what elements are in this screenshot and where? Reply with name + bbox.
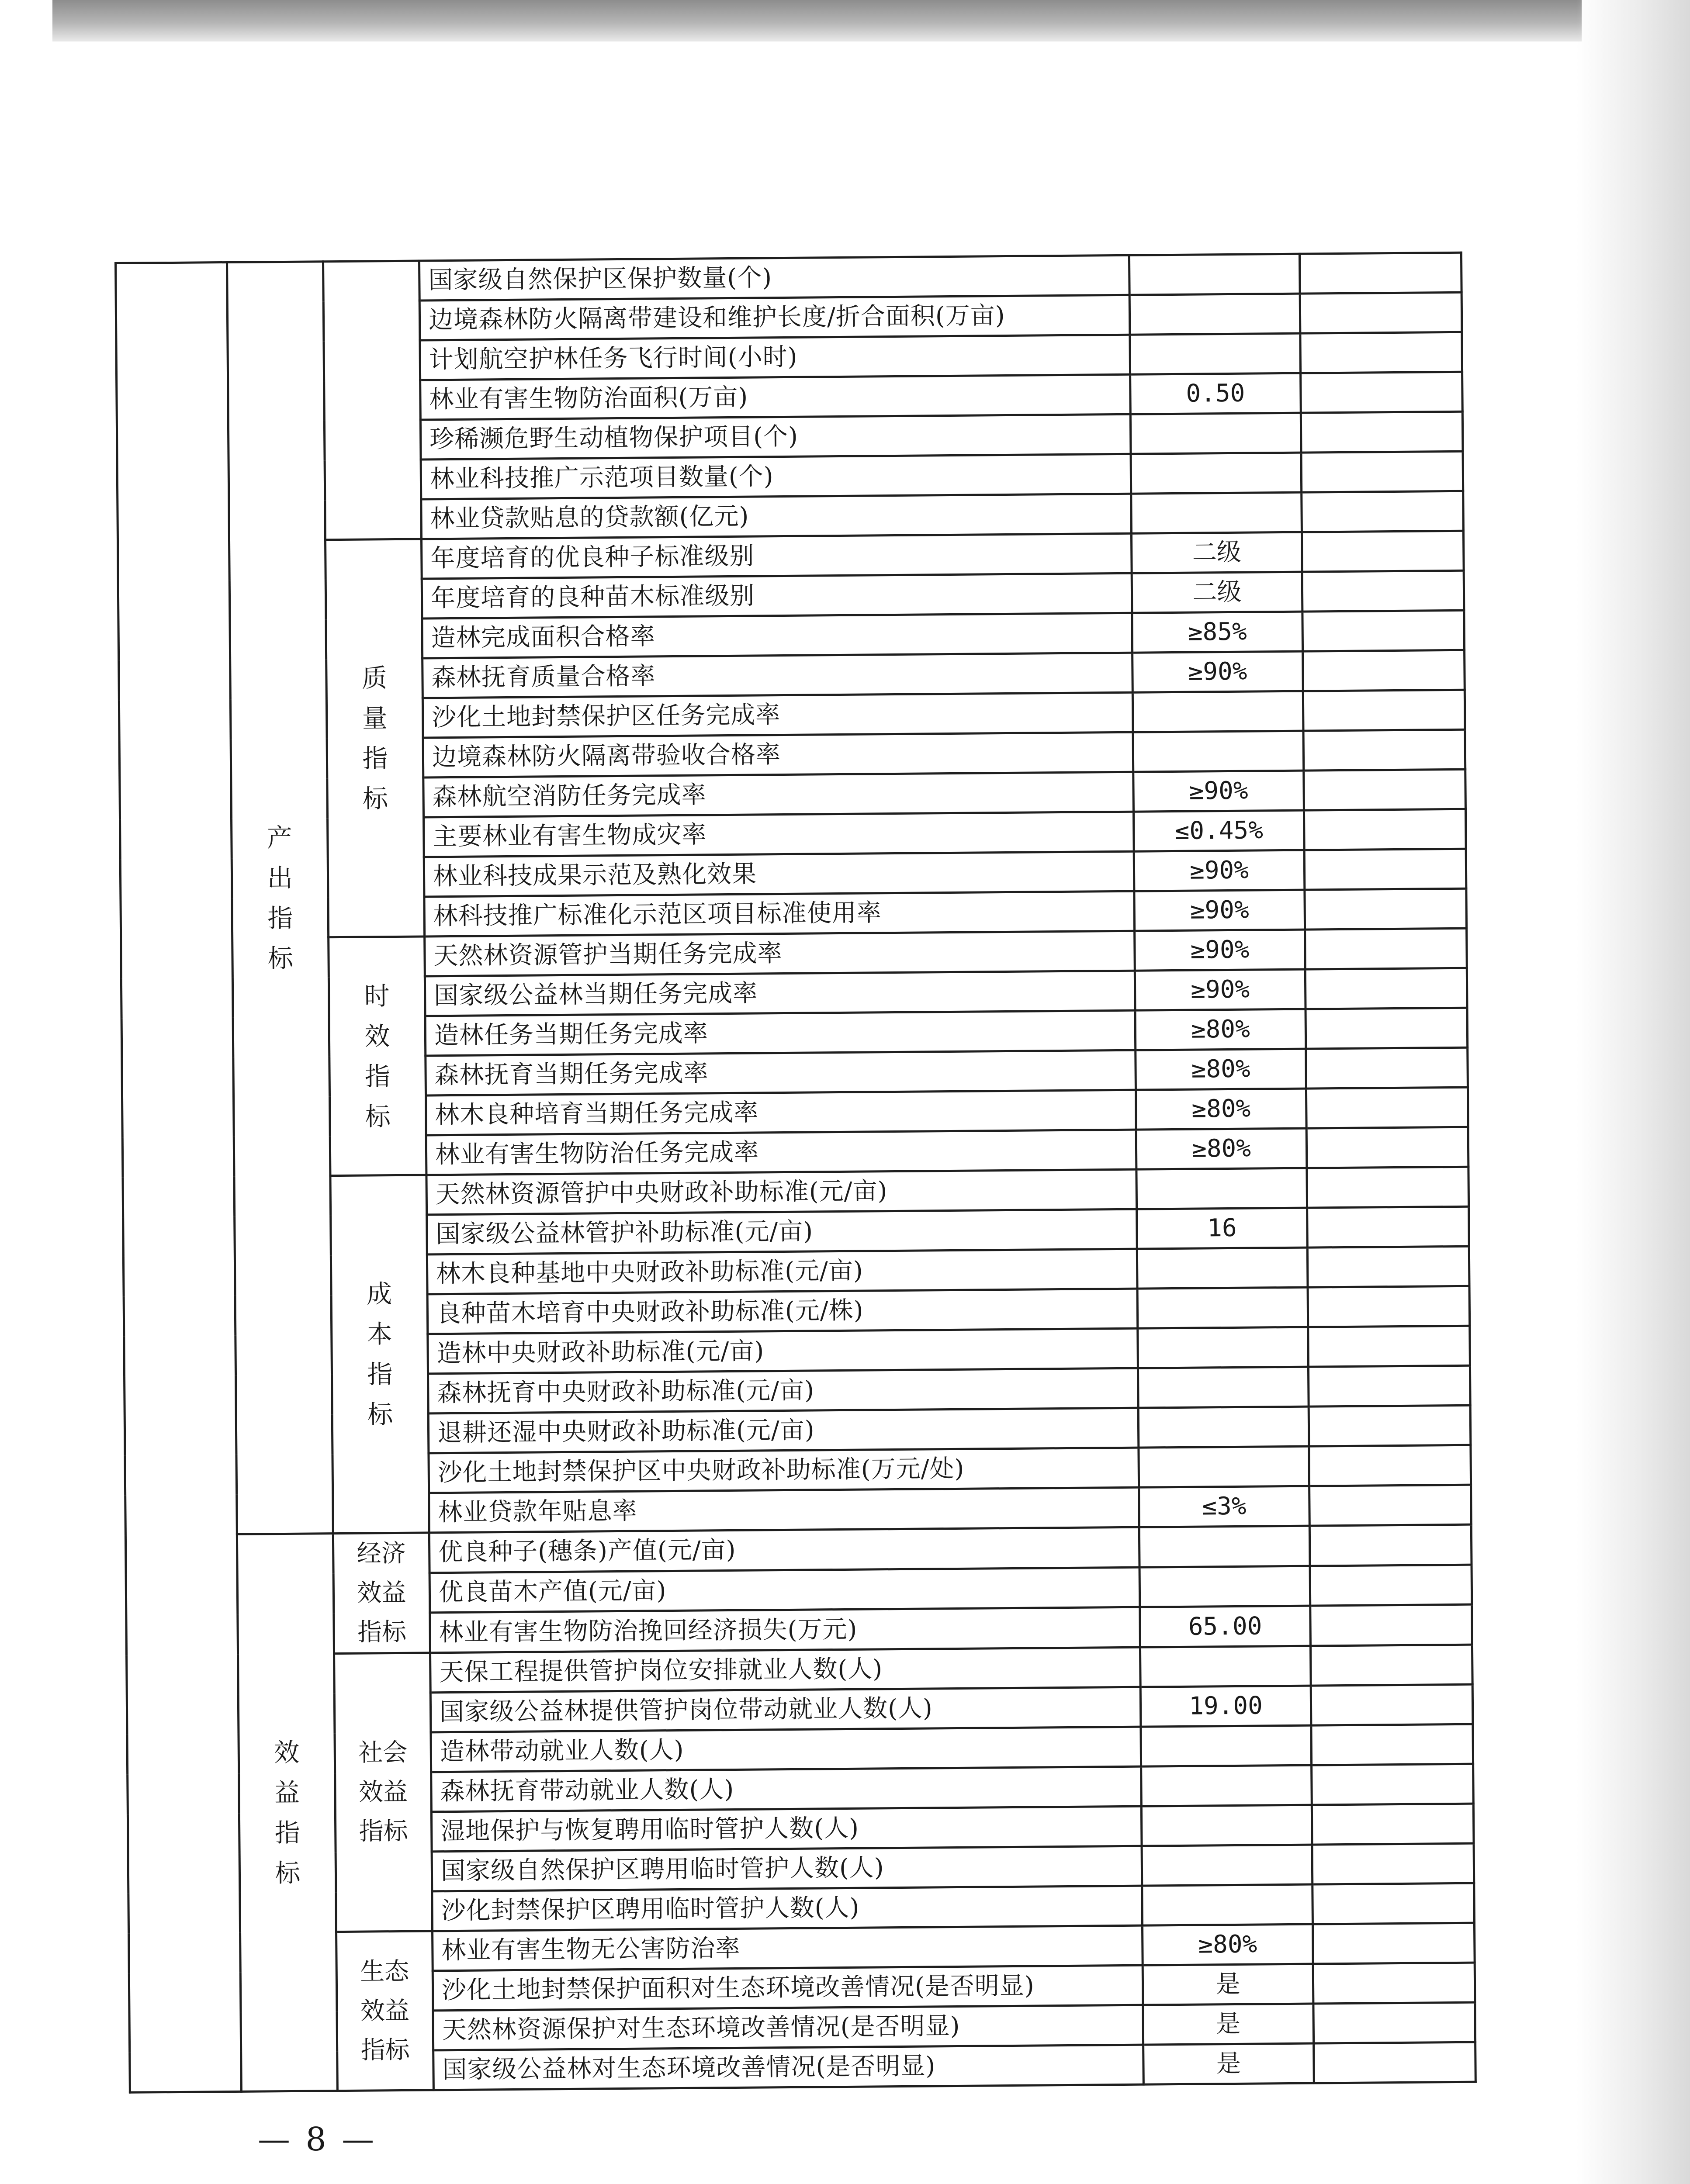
indicator-value bbox=[1137, 1248, 1308, 1289]
subcategory-label: 时效指标 bbox=[364, 981, 391, 1132]
indicator-label: 国家级自然保护区保护数量(个) bbox=[419, 255, 1129, 301]
indicator-label: 优良种子(穗条)产值(元/亩) bbox=[429, 1527, 1139, 1572]
indicator-value bbox=[1138, 1406, 1309, 1448]
indicator-value: ≤3% bbox=[1139, 1486, 1310, 1527]
indicator-label: 沙化土地封禁保护区任务完成率 bbox=[422, 692, 1133, 738]
indicator-label: 退耕还湿中央财政补助标准(元/亩) bbox=[428, 1408, 1139, 1453]
subcategory-label: 生态效益指标 bbox=[360, 1957, 410, 2065]
indicator-label: 国家级公益林对生态环境改善情况(是否明显) bbox=[433, 2045, 1144, 2090]
indicator-value: ≤0.45% bbox=[1133, 810, 1304, 851]
indicator-value: 16 bbox=[1137, 1208, 1308, 1249]
indicator-label: 天然林资源管护当期任务完成率 bbox=[425, 931, 1135, 976]
indicator-value bbox=[1140, 1646, 1311, 1687]
indicator-label: 年度培育的优良种子标准级别 bbox=[422, 533, 1132, 579]
extra-blank-cell bbox=[1306, 1087, 1468, 1128]
extra-blank-cell bbox=[1308, 1286, 1470, 1327]
extra-blank-cell bbox=[1307, 1206, 1469, 1248]
indicator-label: 沙化土地封禁保护面积对生态环境改善情况(是否明显) bbox=[433, 1965, 1143, 2011]
extra-blank-cell bbox=[1314, 2042, 1476, 2083]
extra-blank-cell bbox=[1308, 1326, 1470, 1367]
indicator-value bbox=[1141, 1725, 1312, 1766]
indicator-value bbox=[1139, 1526, 1310, 1567]
indicator-label: 林业有害生物防治挽回经济损失(万元) bbox=[430, 1607, 1140, 1652]
indicator-value bbox=[1139, 1566, 1310, 1607]
indicator-label: 林科技推广标准化示范区项目标准使用率 bbox=[424, 891, 1135, 936]
indicator-value bbox=[1129, 294, 1300, 335]
indicator-label: 主要林业有害生物成灾率 bbox=[424, 812, 1134, 857]
extra-blank-cell bbox=[1301, 411, 1463, 453]
subcategory-label: 质量指标 bbox=[361, 663, 388, 814]
extra-blank-cell bbox=[1306, 1008, 1468, 1049]
indicator-label: 林木良种基地中央财政补助标准(元/亩) bbox=[427, 1249, 1137, 1294]
indicator-label: 林业贷款年贴息率 bbox=[429, 1487, 1139, 1533]
subcategory-cell bbox=[329, 936, 426, 1176]
extra-blank-cell bbox=[1313, 1963, 1475, 2004]
page-number: — 8 — bbox=[258, 2121, 377, 2158]
indicator-label: 边境森林防火隔离带验收合格率 bbox=[423, 732, 1133, 778]
indicator-label: 造林完成面积合格率 bbox=[422, 613, 1132, 658]
extra-blank-cell bbox=[1310, 1645, 1472, 1686]
extra-blank-cell bbox=[1312, 1764, 1474, 1805]
page-edge-shadow bbox=[1576, 0, 1690, 2184]
indicator-label: 林业有害生物无公害防治率 bbox=[433, 1925, 1143, 1971]
indicator-value: 65.00 bbox=[1140, 1606, 1311, 1647]
indicator-label: 珍稀濒危野生动植物保护项目(个) bbox=[420, 414, 1131, 460]
indicator-label: 沙化土地封禁保护区中央财政补助标准(万元/处) bbox=[429, 1448, 1139, 1493]
indicator-label: 国家级公益林管护补助标准(元/亩) bbox=[427, 1209, 1137, 1254]
indicator-label: 湿地保护与恢复聘用临时管护人数(人) bbox=[431, 1806, 1142, 1852]
indicator-value: 二级 bbox=[1131, 532, 1302, 573]
indicator-label: 边境森林防火隔离带建设和维护长度/折合面积(万亩) bbox=[419, 295, 1130, 340]
extra-blank-cell bbox=[1300, 292, 1462, 333]
indicator-value: ≥90% bbox=[1132, 651, 1303, 692]
extra-blank-cell bbox=[1309, 1485, 1472, 1526]
extra-blank-cell bbox=[1301, 372, 1463, 413]
extra-blank-cell bbox=[1304, 769, 1466, 810]
indicator-label: 良种苗木培育中央财政补助标准(元/株) bbox=[427, 1289, 1138, 1334]
extra-blank-cell bbox=[1302, 610, 1465, 651]
extra-blank-cell bbox=[1312, 1843, 1474, 1884]
indicator-label: 造林带动就业人数(人) bbox=[431, 1727, 1141, 1772]
indicator-value bbox=[1130, 413, 1301, 454]
extra-blank-cell bbox=[1310, 1605, 1472, 1646]
extra-blank-cell bbox=[1304, 849, 1466, 890]
indicator-label: 造林任务当期任务完成率 bbox=[425, 1010, 1136, 1056]
scanner-background-strip bbox=[52, 0, 1582, 41]
indicator-value bbox=[1131, 453, 1302, 494]
indicator-label: 计划航空护林任务飞行时间(小时) bbox=[420, 335, 1130, 380]
extra-blank-cell bbox=[1300, 332, 1462, 373]
subcategory-label: 经济效益指标 bbox=[357, 1539, 407, 1647]
indicator-label: 林木良种培育当期任务完成率 bbox=[426, 1090, 1136, 1135]
extra-blank-cell bbox=[1312, 1804, 1474, 1845]
indicator-label: 林业科技推广示范项目数量(个) bbox=[421, 454, 1131, 499]
indicator-label: 年度培育的良种苗木标准级别 bbox=[422, 573, 1132, 619]
extra-blank-cell bbox=[1303, 650, 1465, 691]
indicator-value bbox=[1141, 1805, 1312, 1846]
category-cell bbox=[237, 1534, 337, 2092]
indicator-value: 二级 bbox=[1132, 572, 1302, 613]
extra-blank-cell bbox=[1305, 888, 1467, 930]
extra-blank-cell bbox=[1313, 1923, 1475, 1964]
indicator-value: 19.00 bbox=[1140, 1686, 1311, 1727]
indicator-label: 林业贷款贴息的贷款额(亿元) bbox=[421, 494, 1132, 539]
subcategory-cell bbox=[334, 1653, 433, 1932]
indicator-label: 沙化封禁保护区聘用临时管护人数(人) bbox=[432, 1886, 1143, 1931]
indicator-label: 林业有害生物防治面积(万亩) bbox=[420, 374, 1131, 420]
extra-blank-cell bbox=[1302, 531, 1464, 572]
indicator-label: 国家级公益林当期任务完成率 bbox=[425, 971, 1135, 1016]
category-cell bbox=[227, 262, 333, 1534]
indicator-value: 是 bbox=[1143, 2043, 1314, 2084]
extra-blank-cell bbox=[1307, 1167, 1469, 1208]
indicator-label: 优良苗木产值(元/亩) bbox=[429, 1567, 1140, 1613]
indicator-value: 0.50 bbox=[1130, 373, 1301, 414]
indicator-value: ≥85% bbox=[1132, 612, 1303, 653]
indicator-value: ≥80% bbox=[1142, 1924, 1313, 1965]
indicator-value: ≥80% bbox=[1135, 1009, 1306, 1050]
indicator-table-body bbox=[116, 252, 1476, 2092]
extra-blank-cell bbox=[1308, 1365, 1470, 1406]
indicator-value: ≥80% bbox=[1136, 1089, 1306, 1130]
extra-blank-cell bbox=[1301, 451, 1463, 492]
extra-blank-cell bbox=[1309, 1524, 1472, 1566]
indicator-label: 森林抚育带动就业人数(人) bbox=[431, 1766, 1142, 1812]
indicator-value: ≥90% bbox=[1133, 771, 1304, 812]
subcategory-label: 成本指标 bbox=[366, 1279, 393, 1430]
extra-blank-cell bbox=[1311, 1724, 1473, 1765]
indicator-label: 森林抚育中央财政补助标准(元/亩) bbox=[428, 1368, 1139, 1413]
extra-blank-cell bbox=[1309, 1445, 1471, 1486]
indicator-label: 森林航空消防任务完成率 bbox=[423, 772, 1134, 817]
indicator-label: 天保工程提供管护岗位安排就业人数(人) bbox=[430, 1647, 1141, 1693]
indicator-label: 林业科技成果示范及熟化效果 bbox=[424, 851, 1134, 897]
category-label: 效益指标 bbox=[274, 1737, 301, 1888]
indicator-value: ≥90% bbox=[1134, 890, 1305, 931]
subcategory-cell bbox=[330, 1175, 429, 1534]
indicator-value bbox=[1139, 1446, 1309, 1487]
extra-blank-cell bbox=[1313, 1883, 1475, 1924]
indicator-value: ≥90% bbox=[1134, 850, 1305, 891]
indicator-label: 国家级自然保护区聘用临时管护人数(人) bbox=[432, 1846, 1142, 1891]
indicator-label: 造林中央财政补助标准(元/亩) bbox=[428, 1328, 1138, 1374]
extra-blank-cell bbox=[1306, 1047, 1468, 1089]
subcategory-cell bbox=[326, 539, 425, 937]
indicator-value: ≥90% bbox=[1135, 969, 1306, 1010]
extra-blank-cell bbox=[1310, 1565, 1472, 1606]
extra-blank-cell bbox=[1305, 968, 1467, 1009]
indicator-value bbox=[1132, 691, 1303, 732]
indicator-label: 林业有害生物防治任务完成率 bbox=[426, 1130, 1136, 1175]
indicator-value: ≥80% bbox=[1136, 1128, 1307, 1169]
indicator-value bbox=[1137, 1287, 1308, 1328]
extra-blank-cell bbox=[1309, 1405, 1471, 1446]
indicator-value: 是 bbox=[1143, 2004, 1314, 2045]
extra-blank-cell bbox=[1302, 491, 1464, 532]
indicator-value bbox=[1138, 1327, 1309, 1368]
indicator-value bbox=[1129, 254, 1300, 295]
indicator-value bbox=[1142, 1845, 1313, 1886]
indicator-value bbox=[1131, 492, 1302, 533]
extra-blank-cell bbox=[1306, 1127, 1468, 1168]
subcategory-label: 社会效益指标 bbox=[358, 1738, 408, 1846]
subcategory-cell bbox=[333, 1533, 430, 1654]
indicator-value: ≥90% bbox=[1135, 930, 1306, 971]
indicator-value bbox=[1142, 1884, 1313, 1925]
indicator-label: 天然林资源管护中央财政补助标准(元/亩) bbox=[426, 1169, 1137, 1215]
indicator-label: 天然林资源保护对生态环境改善情况(是否明显) bbox=[433, 2005, 1143, 2050]
indicator-value bbox=[1130, 333, 1301, 374]
subcategory-cell bbox=[336, 1931, 434, 2091]
indicator-value: ≥80% bbox=[1136, 1049, 1306, 1090]
indicator-value bbox=[1136, 1168, 1307, 1209]
outer-blank-cell bbox=[116, 262, 242, 2092]
extra-blank-cell bbox=[1311, 1684, 1473, 1725]
indicator-table-container bbox=[114, 252, 1475, 2094]
extra-blank-cell bbox=[1303, 690, 1465, 731]
extra-blank-cell bbox=[1304, 809, 1466, 850]
extra-blank-cell bbox=[1305, 928, 1467, 969]
indicator-label: 森林抚育质量合格率 bbox=[422, 653, 1133, 698]
extra-blank-cell bbox=[1307, 1246, 1469, 1287]
indicator-value bbox=[1133, 731, 1304, 772]
extra-blank-cell bbox=[1302, 570, 1464, 612]
indicator-label: 国家级公益林提供管护岗位带动就业人数(人) bbox=[430, 1687, 1141, 1732]
category-label: 产出指标 bbox=[267, 822, 294, 973]
indicator-table bbox=[114, 252, 1477, 2094]
indicator-value bbox=[1141, 1765, 1312, 1806]
extra-blank-cell bbox=[1313, 2002, 1475, 2043]
indicator-value: 是 bbox=[1143, 1964, 1313, 2005]
extra-blank-cell bbox=[1303, 729, 1465, 771]
extra-blank-cell bbox=[1299, 252, 1461, 294]
subcategory-cell bbox=[323, 261, 422, 540]
indicator-label: 森林抚育当期任务完成率 bbox=[426, 1050, 1136, 1095]
indicator-value bbox=[1138, 1367, 1309, 1408]
